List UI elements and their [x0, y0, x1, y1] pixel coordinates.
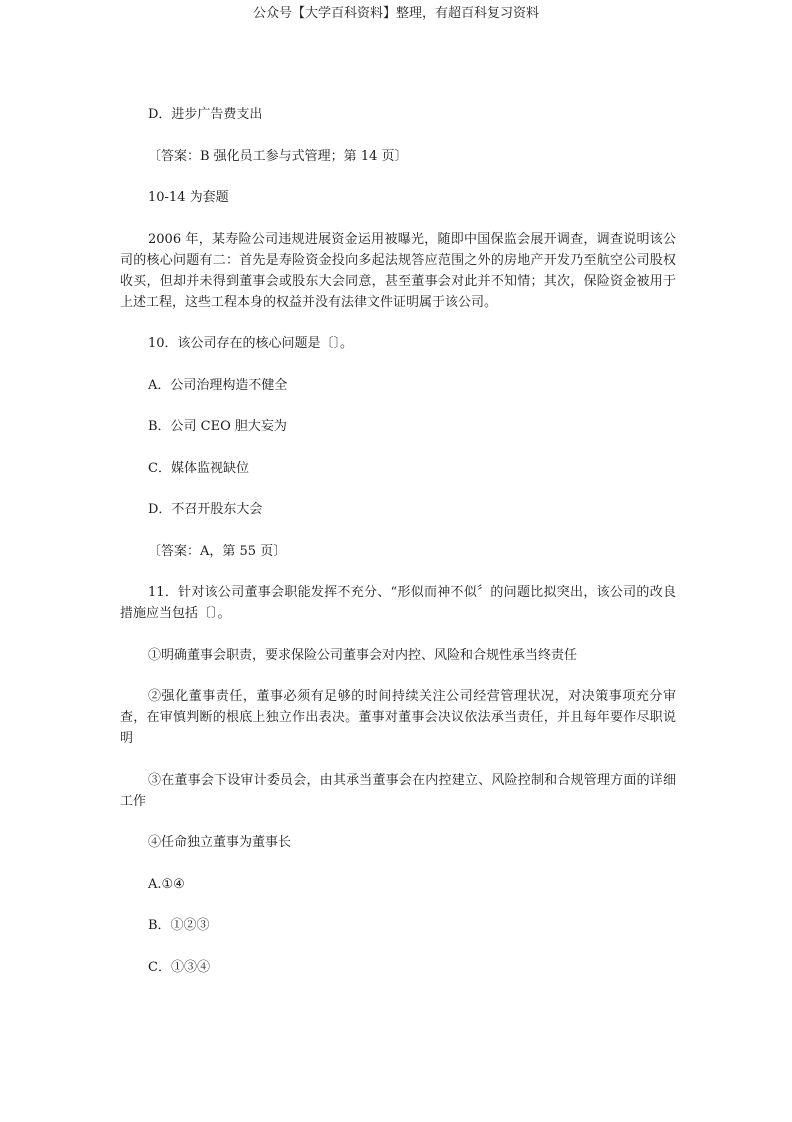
- option-b-q11: B．①②③: [148, 918, 210, 933]
- option-a-q10: A．公司治理构造不健全: [148, 377, 288, 393]
- question-11: 11．针对该公司董事会职能发挥不充分、“形似而神不似〞的问题比拟突出，该公司的改良措施应当包括〔〕。: [120, 585, 676, 621]
- answer-q9: 〔答案：B 强化员工参与式管理；第 14 页〕: [148, 148, 408, 164]
- case-description: 2006 年，某寿险公司违规进展资金运用被曝光，随即中国保监会展开调查，调查说明该公司的核心问题有二：首先是寿险资金投向多起法规答应范围之外的房地产开发乃至航空公司股权收买，但却并未得到董事会或股东大会同意，甚至董事会对此并不知情；其次，保险资金被用于上述工程，这些工程本身的权益并没有法律文件证明属于该公司。: [120, 231, 676, 310]
- document-body: [120, 104, 676, 998]
- item-4: ④任命独立董事为董事长: [148, 835, 292, 850]
- item-2: ②强化董事责任，董事必须有足够的时间持续关注公司经营管理状况，对决策事项充分审查，在审慎判断的根底上独立作出表决。董事对董事会决议依法承当责任，并且每年要作尽职说明: [120, 689, 676, 746]
- option-a-q11: A.①④: [148, 876, 185, 892]
- option-b-q10: B．公司 CEO 胆大妄为: [148, 419, 287, 434]
- question-10: 10．该公司存在的核心问题是〔〕。: [148, 336, 354, 351]
- page-header: 公众号【大学百科资料】整理，有超百科复习资料: [252, 6, 539, 21]
- section-heading: 10-14 为套题: [148, 190, 229, 205]
- option-c-q10: C．媒体监视缺位: [148, 460, 249, 476]
- item-3: ③在董事会下设审计委员会，由其承当董事会在内控建立、风险控制和合规管理方面的详细工作: [120, 772, 676, 809]
- answer-q10: 〔答案：A，第 55 页〕: [148, 543, 287, 559]
- option-d-q9: D．进步广告费支出: [148, 107, 263, 122]
- option-d-q10: D．不召开股东大会: [148, 502, 263, 517]
- item-1: ①明确董事会职责，要求保险公司董事会对内控、风险和合规性承当终责任: [148, 647, 578, 663]
- option-c-q11: C．①③④: [148, 959, 210, 975]
